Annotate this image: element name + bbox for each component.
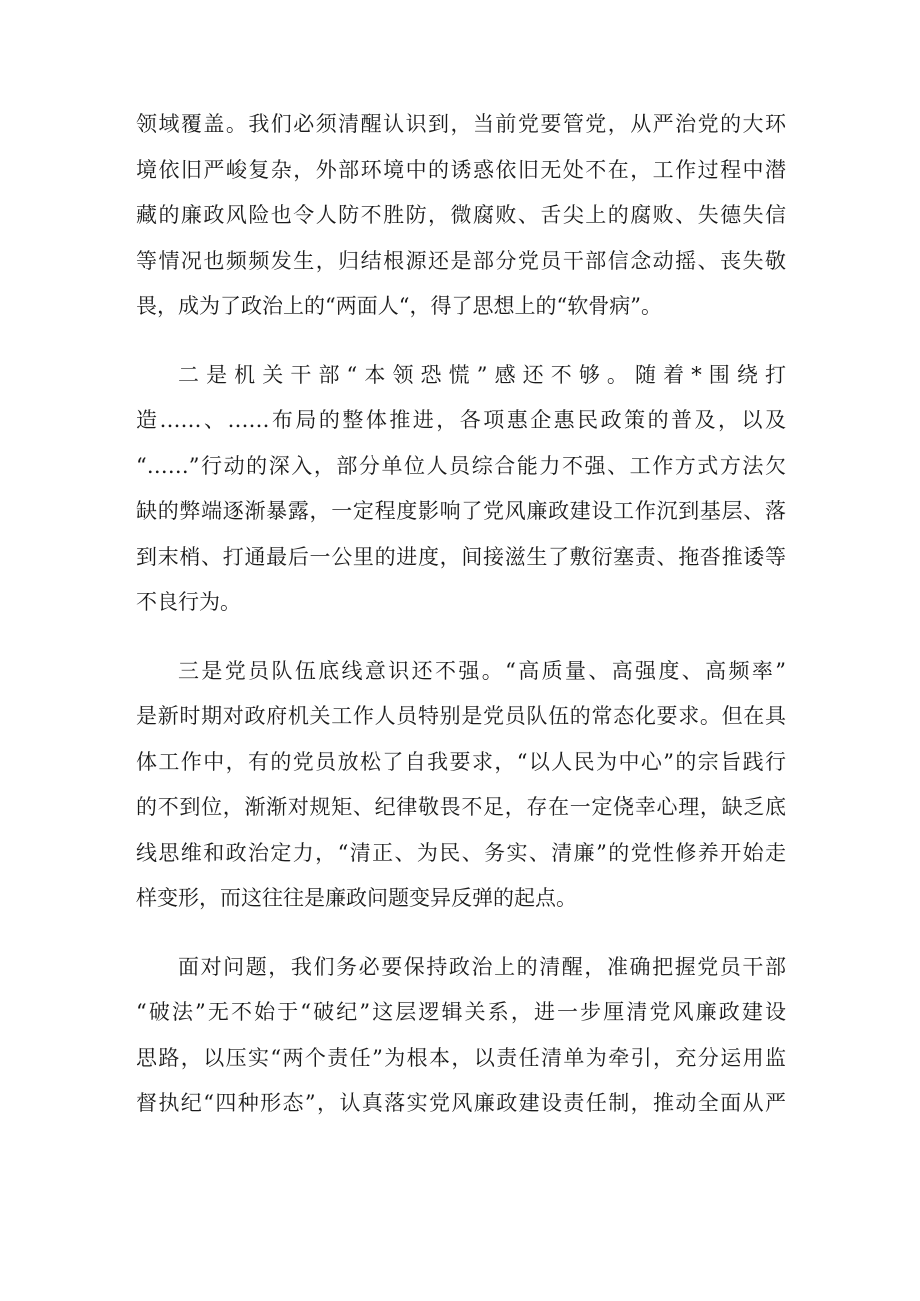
paragraph-line: 督执纪“四种形态”，认真落实党风廉政建设责任制，推动全面从严 — [136, 1091, 786, 1115]
paragraph-3 — [136, 649, 786, 922]
paragraph-1 — [136, 102, 786, 330]
paragraph-line: 思路，以压实“两个责任”为根本，以责任清单为牵引，充分运用监 — [136, 1045, 786, 1070]
paragraph-line: 不良行为。 — [136, 590, 241, 614]
paragraph-line: 畏，成为了政治上的“两面人“，得了思想上的“软骨病”。 — [136, 294, 662, 318]
paragraph-spacer — [136, 330, 786, 353]
paragraph-line: 缺的弊端逐渐暴露，一定程度影响了党风廉政建设工作沉到基层、落 — [136, 499, 786, 523]
paragraph-line: “……”行动的深入，部分单位人员综合能力不强、工作方式方法欠 — [136, 453, 786, 478]
paragraph-line: 三是党员队伍底线意识还不强。“高质量、高强度、高频率” — [178, 658, 786, 683]
paragraph-line: 造……、……布局的整体推进，各项惠企惠民政策的普及，以及 — [136, 408, 786, 432]
paragraph-2 — [136, 353, 786, 626]
paragraph-4 — [136, 945, 786, 1127]
paragraph-line: 藏的廉政风险也令人防不胜防，微腐败、舌尖上的腐败、失德失信 — [136, 203, 786, 227]
paragraph-line: 线思维和政治定力，“清正、为民、务实、清廉”的党性修养开始走 — [136, 840, 786, 865]
document-body — [136, 102, 786, 1127]
paragraph-line: 领域覆盖。我们必须清醒认识到，当前党要管党，从严治党的大环 — [136, 112, 786, 136]
paragraph-line: 样变形，而这往往是廉政问题变异反弹的起点。 — [136, 886, 577, 910]
paragraph-line: “破法”无不始于“破纪”这层逻辑关系，进一步厘清党风廉政建设 — [136, 1000, 786, 1024]
paragraph-line: 面对问题，我们务必要保持政治上的清醒，准确把握党员干部 — [178, 954, 786, 979]
paragraph-line: 到末梢、打通最后一公里的进度，间接滋生了敷衍塞责、拖沓推诿等 — [136, 544, 786, 569]
paragraph-line: 等情况也频频发生，归结根源还是部分党员干部信念动摇、丧失敬 — [136, 248, 786, 273]
paragraph-spacer — [136, 626, 786, 649]
paragraph-line: 境依旧严峻复杂，外部环境中的诱惑依旧无处不在，工作过程中潜 — [136, 157, 786, 182]
paragraph-spacer — [136, 922, 786, 945]
paragraph-line: 二是机关干部“本领恐慌”感还不够。随着*围绕打 — [178, 362, 786, 387]
paragraph-line: 的不到位，渐渐对规矩、纪律敬畏不足，存在一定侥幸心理，缺乏底 — [136, 795, 786, 819]
paragraph-line: 是新时期对政府机关工作人员特别是党员队伍的常态化要求。但在具 — [136, 704, 786, 728]
paragraph-line: 体工作中，有的党员放松了自我要求，“以人民为中心”的宗旨践行 — [136, 749, 786, 774]
